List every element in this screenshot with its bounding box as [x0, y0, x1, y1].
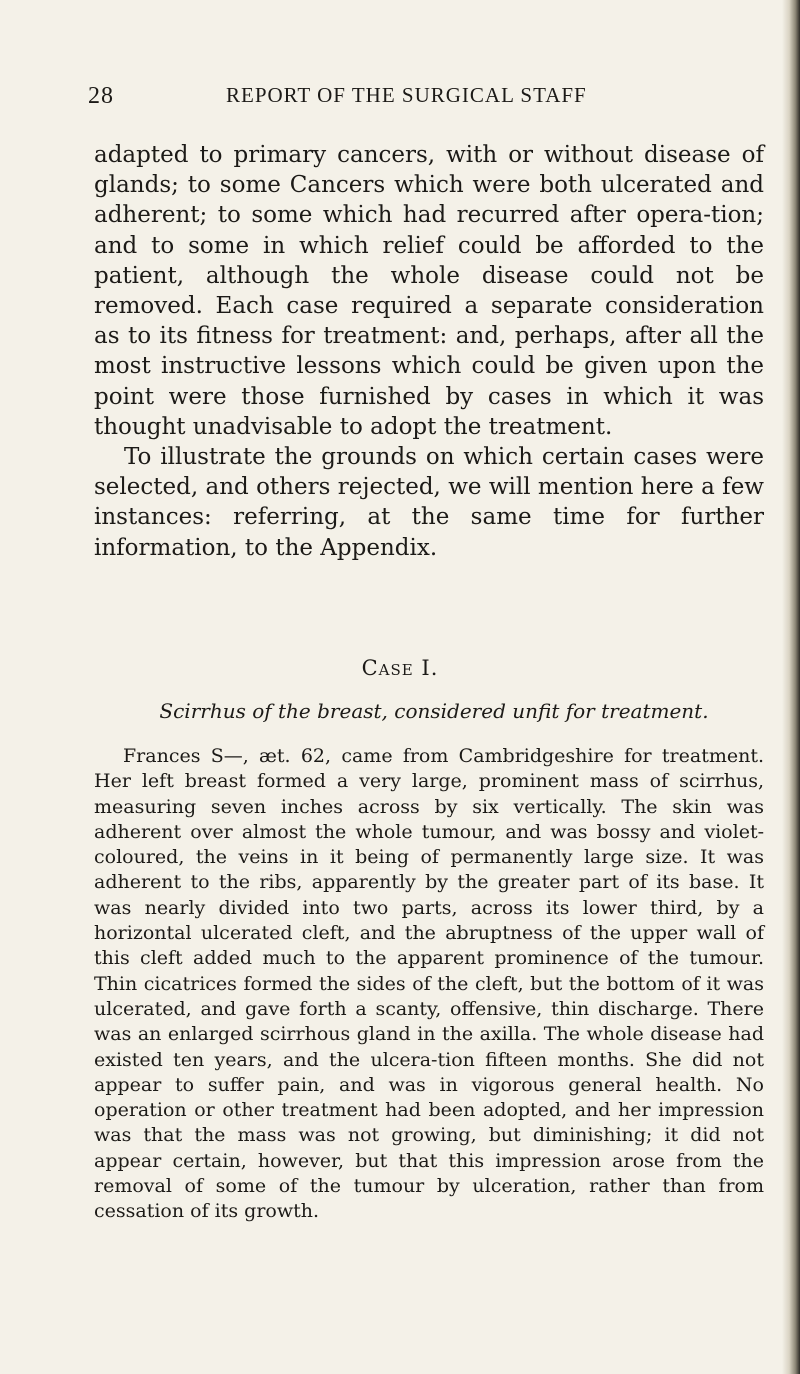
case-heading: Case I.	[361, 656, 439, 680]
page-header	[88, 83, 758, 115]
case-subtitle: Scirrhus of the breast, considered unfit for treatment.	[159, 699, 709, 723]
paragraph-1: adapted to primary cancers, with or without disease of glands; to some Cancers which were both ulcerated and adherent; to some which had recurred after opera-tion; and to some in which relief could be afforded to the patient, although the whole disease could not be removed. Each case required a separate consideration as to its fitness for treatment: and, perhaps, after all the most instructive lessons which could be given upon the point were those furnished by cases in which it was thought unadvisable to adopt the treatment.	[94, 142, 764, 440]
body-text	[94, 140, 764, 563]
case-body	[94, 744, 764, 1225]
page-edge-shadow	[782, 0, 800, 1374]
paragraph-2: To illustrate the grounds on which certain cases were selected, and others rejected, we will mention here a few instances: referring, at the same time for further information, to the Appendix.	[94, 444, 764, 561]
case-paragraph: Frances S—, æt. 62, came from Cambridgeshire for treatment. Her left breast formed a very large, prominent mass of scirrhus, measuring seven inches across by six vertically. The skin was adherent over almost the whole tumour, and was bossy and violet-coloured, the veins in it being of permanently large size. It was adherent to the ribs, apparently by the greater part of its base. It was nearly divided into two parts, across its lower third, by a horizontal ulcerated cleft, and the abruptness of the upper wall of this cleft added much to the apparent prominence of the tumour. Thin cicatrices formed the sides of the cleft, but the bottom of it was ulcerated, and gave forth a scanty, offensive, thin discharge. There was an enlarged scirrhous gland in the axilla. The whole disease had existed ten years, and the ulcera-tion fifteen months. She did not appear to suffer pain, and was in vigorous general health. No operation or other treatment had been adopted, and her impression was that the mass was not growing, but diminishing; it did not appear certain, however, but that this impression arose from the removal of some of the tumour by ulceration, rather than from cessation of its growth.	[94, 745, 764, 1223]
running-head: REPORT OF THE SURGICAL STAFF	[226, 83, 587, 107]
page-number: 28	[88, 83, 114, 109]
